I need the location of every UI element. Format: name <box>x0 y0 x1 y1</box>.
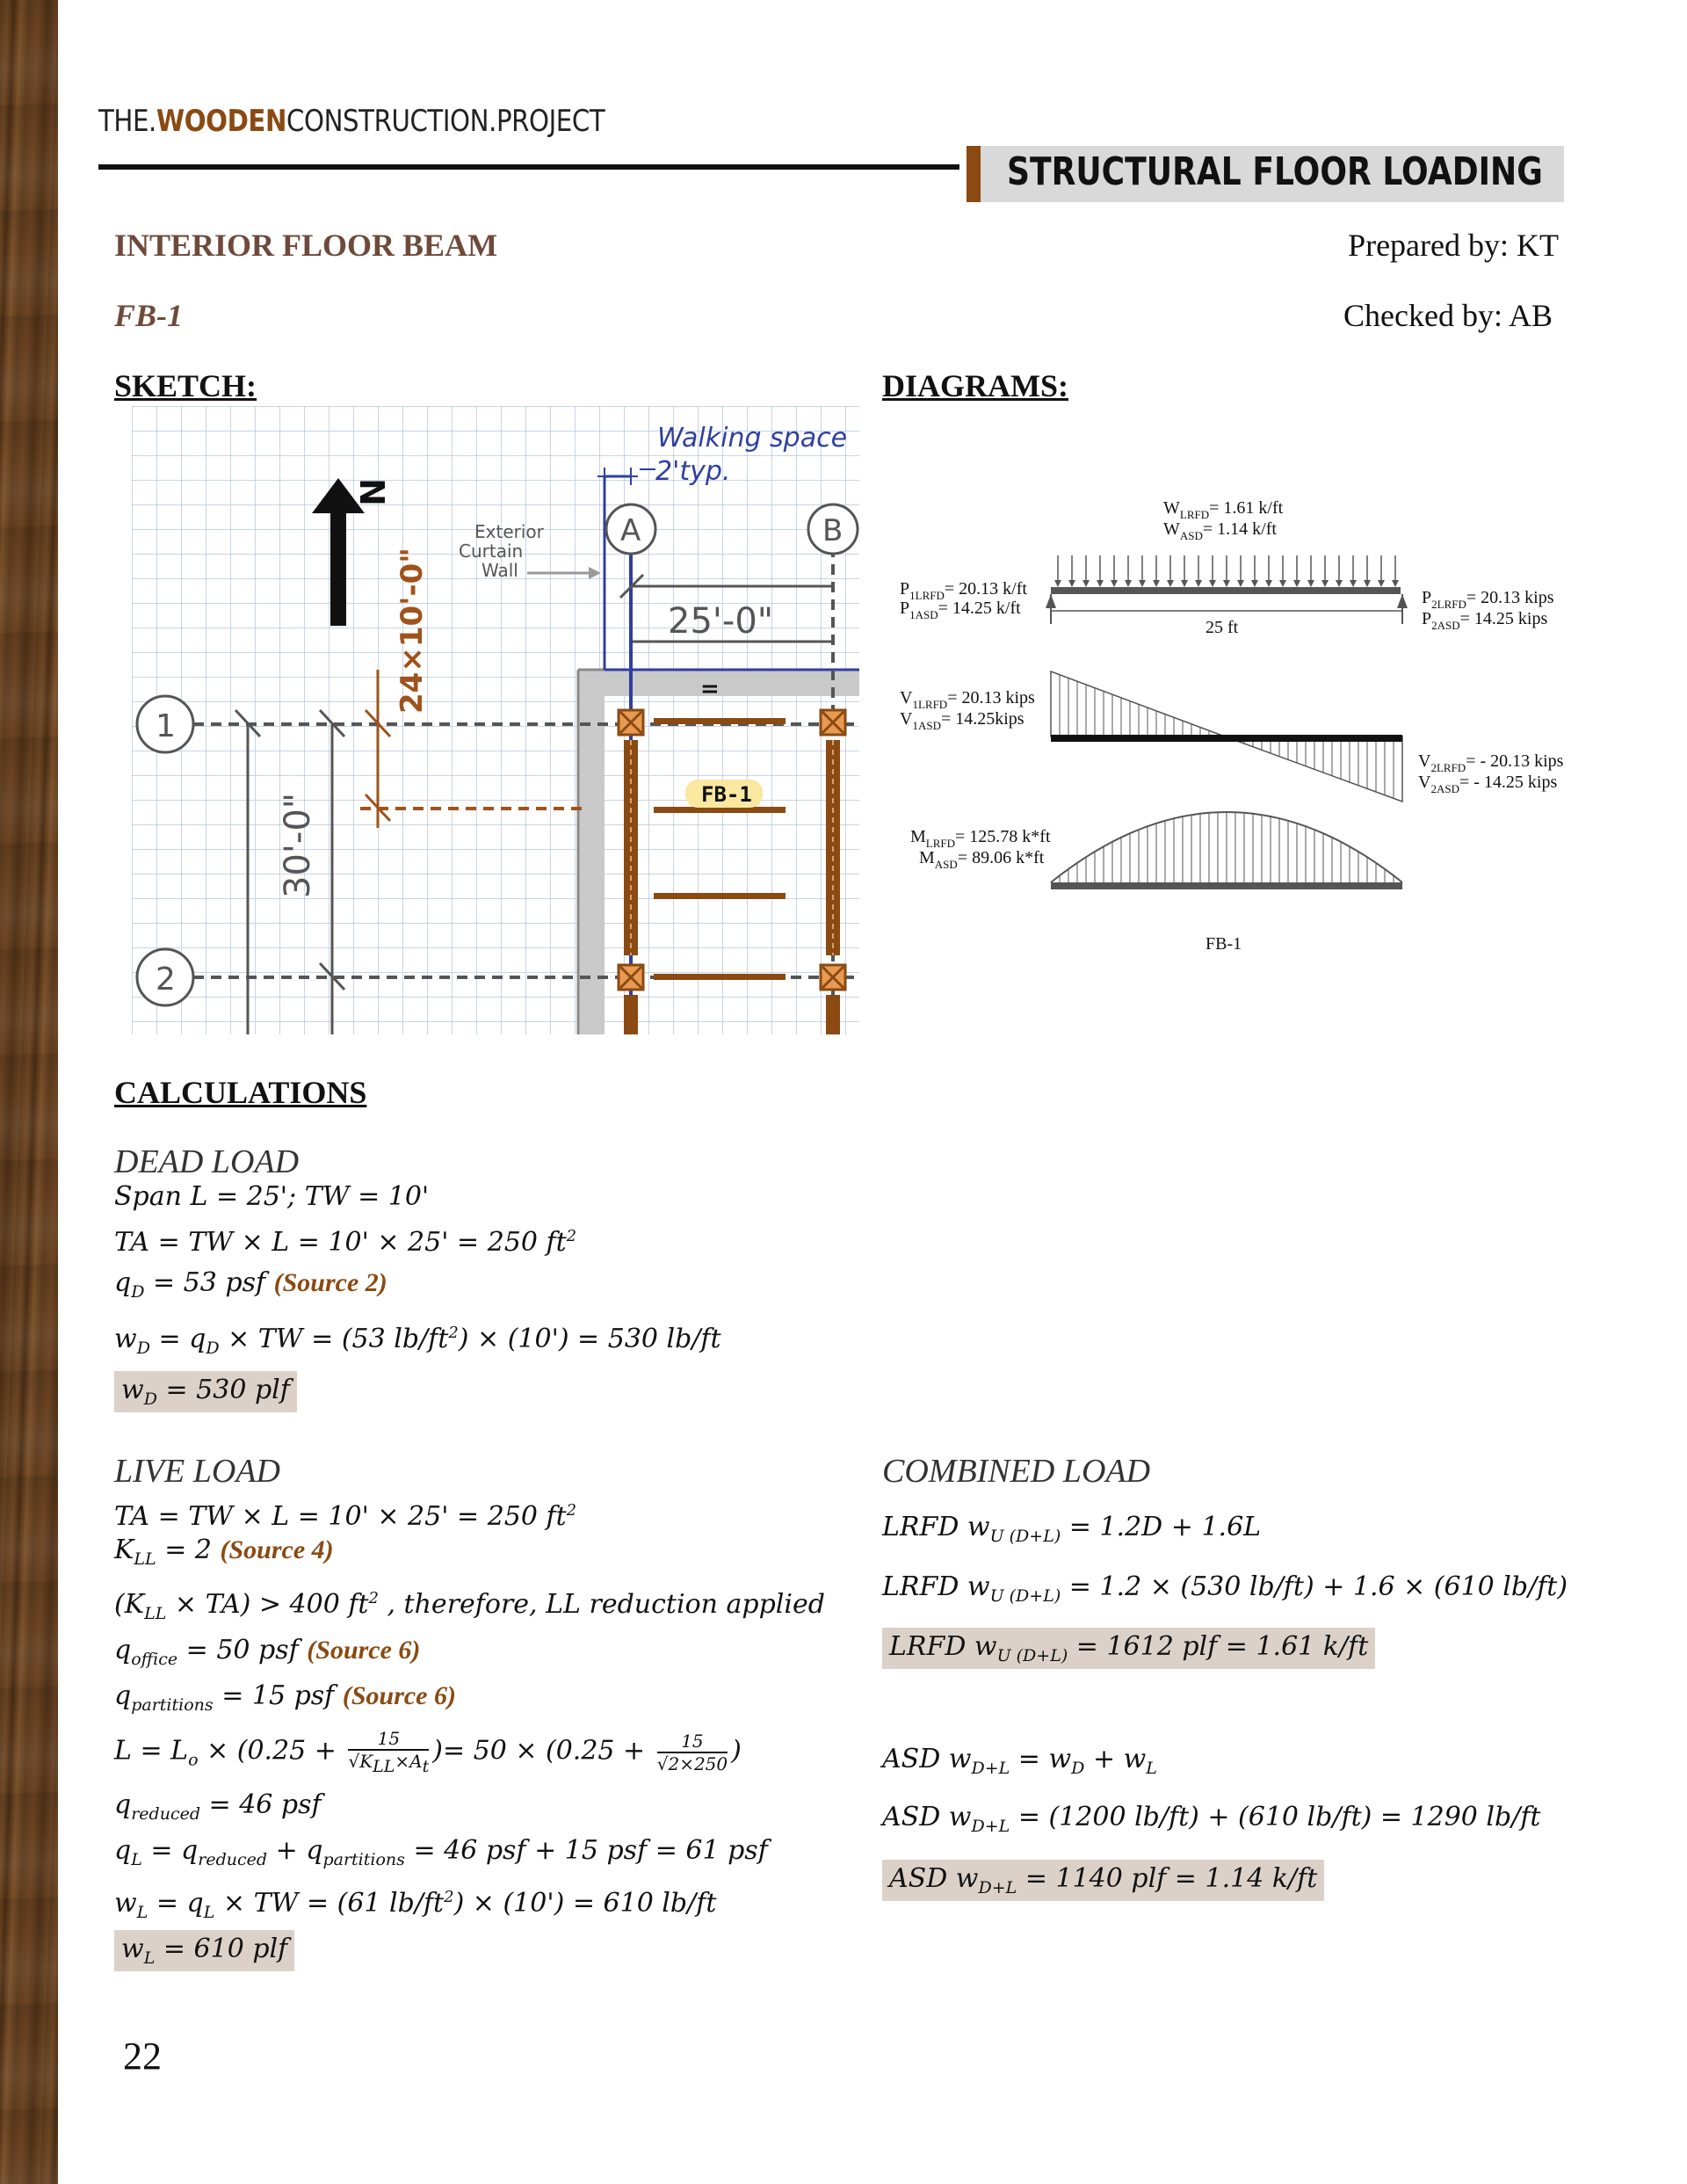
dead-load-heading: DEAD LOAD <box>114 1143 300 1180</box>
live-q-partitions: $q_{partitions} = 15$ psf (Source 6) <box>114 1680 456 1715</box>
diagrams-heading: DIAGRAMS: <box>882 368 1068 403</box>
svg-text:P2ASD= 14.25 kips: $P_{2ASD}= 14.25$ kips <box>1422 609 1548 632</box>
page-number: 22 <box>123 2035 162 2078</box>
shear-baseline <box>1051 735 1402 742</box>
svg-text:P2LRFD= 20.13 kips: $P_{2LRFD}= 20.13$ kips <box>1422 588 1554 611</box>
live-q-reduced: $q_{reduced} = 46$ psf <box>114 1789 322 1824</box>
lrfd-line-1: LRFD $w_{U (D+L)} = 1.2D + 1.6L$ <box>882 1512 1262 1546</box>
live-w-result: $w_L = 610$ plf <box>114 1930 294 1971</box>
live-ta-line: TA = TW × L = 10' × 25' = 250 $ft^2$ <box>114 1501 577 1532</box>
dead-w-result: $w_D = 530$ plf <box>114 1371 297 1412</box>
svg-text:V1LRFD= 20.13 kips: $V_{1LRFD}= 20.13$ kips <box>900 688 1035 711</box>
svg-text:P1ASD= 14.25 k/ft: $P_{1ASD}= 14.25$ k/ft <box>900 599 1021 621</box>
p1-lrfd-value: = 20.13 k/ft <box>944 579 1027 599</box>
combined-load-heading: COMBINED LOAD <box>882 1453 1151 1490</box>
distributed-load-arrows <box>1054 555 1399 587</box>
svg-text:V1ASD= 14.25kips: $V_{1ASD}=$ 14.25kips <box>900 709 1025 732</box>
svg-text:Exterior: Exterior <box>474 521 544 542</box>
calculations-heading: CALCULATIONS <box>114 1075 367 1110</box>
beam-mid <box>654 893 786 899</box>
live-reduction-line: $(K_{LL} \times TA) > 400$ $ft^2$ , therefore, LL reduction applied <box>114 1589 825 1623</box>
asd-line-2: ASD $w_{D+L} = (1200$ lb/ft) + (610 lb/ft) = 1290 lb/ft <box>882 1802 1541 1836</box>
p1-asd-value: = 14.25 k/ft <box>938 599 1021 618</box>
north-arrow <box>330 503 346 626</box>
svg-text:V2LRFD= - 20.13 kips: $V_{2LRFD}= - 20.13$ kips <box>1418 751 1564 774</box>
span-dimension: 25'-0" <box>668 601 774 642</box>
beam-fb1 <box>654 807 786 813</box>
beam-diagrams <box>887 457 1590 967</box>
title-banner <box>967 146 1564 202</box>
beam-top <box>654 718 786 724</box>
w-lrfd-value: = 1.61 k/ft <box>1209 498 1284 518</box>
brand-logo: THE.WOODENCONSTRUCTION.PROJECT <box>98 104 605 139</box>
beam-bottom <box>654 974 786 980</box>
svg-text:B: B <box>822 513 844 548</box>
live-l-formula: $L = L_o \times (0.25$ + 15 $√K_{LL}\times A_t$ )= 50 × (0.25 + $\frac{15}{√2\times 250}$ ) <box>114 1728 742 1776</box>
svg-text:1: 1 <box>156 708 176 744</box>
bay-dimension: 30'-0" <box>278 792 318 898</box>
live-q-office: $q_{office} = 50$ psf (Source 6) <box>114 1635 421 1669</box>
svg-text:WASD= 1.14 k/ft: $W_{ASD}= 1.14$ k/ft <box>1163 519 1277 542</box>
svg-text:Curtain: Curtain <box>459 541 524 562</box>
lrfd-line-2: LRFD $w_{U (D+L)} = 1.2 \times (530$ lb/ft) + 1.6 × (610 lb/ft) <box>882 1571 1568 1606</box>
span-label: 25 ft <box>1206 618 1239 637</box>
prepared-by: Prepared by: KT <box>1348 228 1559 263</box>
svg-text:P1LRFD= 20.13 k/ft: $P_{1LRFD}= 20.13$ k/ft <box>900 579 1027 602</box>
floor-sketch <box>132 406 859 1034</box>
svg-text:A: A <box>620 513 641 548</box>
walking-space-dim: 2'typ. <box>655 456 731 487</box>
m-lrfd-value: = 125.78 k*ft <box>955 827 1051 846</box>
svg-text:=: = <box>700 676 720 702</box>
svg-text:MLRFD= 125.78 k*ft: $M_{LRFD}= 125.78$ k*ft <box>910 827 1051 850</box>
live-q-l: $q_L = q_{reduced} + q_{partitions} = 46$ psf + 15 psf = 61 psf <box>114 1835 768 1869</box>
svg-text:V2ASD= - 14.25 kips: $V_{2ASD}= - 14.25$ kips <box>1418 773 1558 795</box>
v1-lrfd-value: = 20.13 kips <box>947 688 1035 707</box>
member-id: FB-1 <box>114 298 184 333</box>
dead-span-line: Span L = 25'; TW = 10' <box>114 1181 430 1212</box>
svg-text:MASD= 89.06 k*ft: $M_{ASD}= 89.06$ k*ft <box>919 848 1045 871</box>
header-rule <box>98 164 959 170</box>
dead-w-line: $w_D = q_D$ × TW = (53 $lb/ft^2) \times (10') = 530$ lb/ft <box>114 1324 721 1358</box>
sketch-heading: SKETCH: <box>114 368 257 403</box>
svg-text:2: 2 <box>156 961 176 998</box>
v1-asd-value: = 14.25kips <box>940 709 1025 729</box>
wood-sidebar <box>0 0 58 2184</box>
lrfd-result: LRFD $w_{U (D+L)} = 1612$ plf = 1.61 k/ft <box>882 1628 1375 1669</box>
v2-asd-value: = - 14.25 kips <box>1459 773 1558 792</box>
live-w-line: $w_L = q_L$ × TW = (61 $lb/ft^2) \times (10') = 610$ lb/ft <box>114 1888 717 1922</box>
page-title: STRUCTURAL FLOOR LOADING <box>1007 149 1543 194</box>
checked-by: Checked by: AB <box>1343 298 1553 333</box>
asd-result: ASD $w_{D+L} = 1140$ plf = 1.14 k/ft <box>882 1860 1324 1901</box>
walking-space-label: Walking space <box>657 423 848 453</box>
north-label: N <box>352 478 391 506</box>
dead-q-line: $q_D = 53$ psf (Source 2) <box>114 1267 387 1302</box>
v2-lrfd-value: = - 20.13 kips <box>1466 751 1564 771</box>
beam-line <box>1051 587 1401 594</box>
svg-text:WLRFD= 1.61 k/ft: $W_{LRFD}= 1.61$ k/ft <box>1163 498 1284 521</box>
dead-ta-line: TA = TW × L = 10' × 25' = 250 $ft^2$ <box>114 1227 577 1258</box>
live-load-heading: LIVE LOAD <box>114 1453 280 1490</box>
fb1-tag-label: FB-1 <box>701 782 752 807</box>
joist-dimension: 24×10'-0" <box>395 547 430 714</box>
p2-lrfd-value: = 20.13 kips <box>1466 588 1554 607</box>
diagram-caption: FB-1 <box>1206 934 1242 954</box>
w-asd-value: = 1.14 k/ft <box>1202 519 1277 539</box>
asd-line-1: ASD $w_{D+L} = w_D + w_L$ <box>882 1744 1157 1778</box>
svg-text:Wall: Wall <box>481 560 518 581</box>
moment-baseline <box>1051 882 1402 889</box>
section-title: INTERIOR FLOOR BEAM <box>114 228 498 263</box>
m-asd-value: = 89.06 k*ft <box>957 848 1045 867</box>
p2-asd-value: = 14.25 kips <box>1459 609 1548 628</box>
live-k-line: $K_{LL} = 2$ (Source 4) <box>114 1535 334 1569</box>
